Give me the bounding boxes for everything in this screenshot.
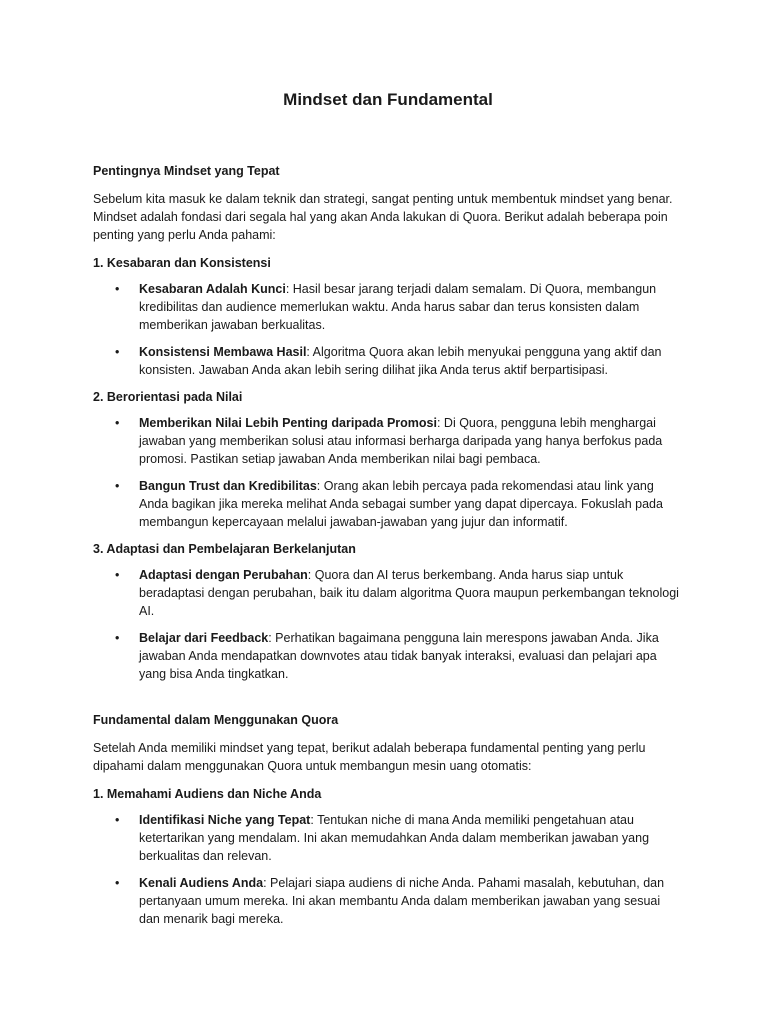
bullet-list: [93, 811, 683, 928]
bullet-dot-icon: •: [115, 568, 120, 582]
bullet-item: [93, 414, 683, 468]
subsection-title: 2. Berorientasi pada Nilai: [93, 390, 243, 404]
bullet-term: Belajar dari Feedback: [139, 631, 269, 645]
bullet-item: [93, 343, 683, 379]
bullet-dot-icon: •: [115, 631, 120, 645]
bullet-item: [93, 477, 683, 531]
bullet-item: [93, 566, 683, 620]
section-heading-fundamental: Fundamental dalam Menggunakan Quora: [93, 713, 339, 727]
bullet-text: : Algoritma Quora akan lebih menyukai pengguna yang aktif dan konsisten. Jawaban Anda akan lebih sering dilihat jika Anda terus aktif berpartisipasi.: [139, 345, 662, 377]
bullet-term: Bangun Trust dan Kredibilitas: [139, 479, 317, 493]
bullet-text: : Pelajari siapa audiens di niche Anda. Pahami masalah, kebutuhan, dan pertanyaan umum mereka. Ini akan membantu Anda dalam memberikan jawaban yang sesuai dan menarik bagi mereka.: [139, 876, 665, 926]
subsection-title: 1. Memahami Audiens dan Niche Anda: [93, 787, 322, 801]
bullet-term: Kesabaran Adalah Kunci: [139, 282, 286, 296]
bullet-dot-icon: •: [115, 416, 120, 430]
section-intro-mindset: Sebelum kita masuk ke dalam teknik dan strategi, sangat penting untuk membentuk mindset yang benar. Mindset adalah fondasi dari segala hal yang akan Anda lakukan di Quora. Berikut adalah beberapa poin penting yang perlu Anda pahami:: [93, 192, 673, 242]
bullet-text: : Perhatikan bagaimana pengguna lain merespons jawaban Anda. Jika jawaban Anda mendapatkan downvotes atau tidak banyak interaksi, evaluasi dan pelajari apa yang bisa Anda tingkatkan.: [139, 631, 659, 681]
bullet-dot-icon: •: [115, 813, 120, 827]
bullet-list: [93, 280, 683, 379]
bullet-dot-icon: •: [115, 282, 120, 296]
bullet-term: Kenali Audiens Anda: [139, 876, 264, 890]
subsection-title: 1. Kesabaran dan Konsistensi: [93, 256, 271, 270]
section-intro-fundamental: Setelah Anda memiliki mindset yang tepat, berikut adalah beberapa fundamental penting yang perlu dipahami dalam menggunakan Quora untuk membangun mesin uang otomatis:: [93, 741, 646, 773]
bullet-text: : Di Quora, pengguna lebih menghargai jawaban yang memberikan solusi atau informasi berharga daripada yang hanya berfokus pada promosi. Pastikan setiap jawaban Anda memberikan nilai bagi pembaca.: [139, 416, 663, 466]
bullet-item: [93, 280, 683, 334]
bullet-item: [93, 629, 683, 683]
bullet-dot-icon: •: [115, 479, 120, 493]
document-title: Mindset dan Fundamental: [283, 90, 493, 109]
subsection-title: 3. Adaptasi dan Pembelajaran Berkelanjutan: [93, 542, 356, 556]
bullet-dot-icon: •: [115, 345, 120, 359]
bullet-text: : Hasil besar jarang terjadi dalam semalam. Di Quora, membangun kredibilitas dan audience memerlukan waktu. Anda harus sabar dan terus konsisten dalam memberikan jawaban berkualitas.: [139, 282, 657, 332]
bullet-text: : Orang akan lebih percaya pada rekomendasi atau link yang Anda bagikan jika mereka melihat Anda sebagai sumber yang dapat dipercaya. Fokuslah pada membangun kepercayaan melalui jawaban-jawaban yang jujur dan informatif.: [139, 479, 663, 529]
bullet-list: [93, 566, 683, 683]
bullet-text: : Tentukan niche di mana Anda memiliki pengetahuan atau ketertarikan yang mendalam. Ini akan memudahkan Anda dalam memberikan jawaban yang berkualitas dan relevan.: [139, 813, 650, 863]
bullet-item: [93, 811, 683, 865]
bullet-dot-icon: •: [115, 876, 120, 890]
document-content: [93, 88, 683, 937]
bullet-list: [93, 414, 683, 531]
bullet-term: Adaptasi dengan Perubahan: [139, 568, 308, 582]
bullet-text: : Quora dan AI terus berkembang. Anda harus siap untuk beradaptasi dengan perubahan, baik itu dalam algoritma Quora maupun perkembangan teknologi AI.: [139, 568, 679, 618]
bullet-item: [93, 874, 683, 928]
section-heading-mindset: Pentingnya Mindset yang Tepat: [93, 164, 280, 178]
bullet-term: Identifikasi Niche yang Tepat: [139, 813, 311, 827]
bullet-term: Memberikan Nilai Lebih Penting daripada Promosi: [139, 416, 437, 430]
bullet-term: Konsistensi Membawa Hasil: [139, 345, 307, 359]
